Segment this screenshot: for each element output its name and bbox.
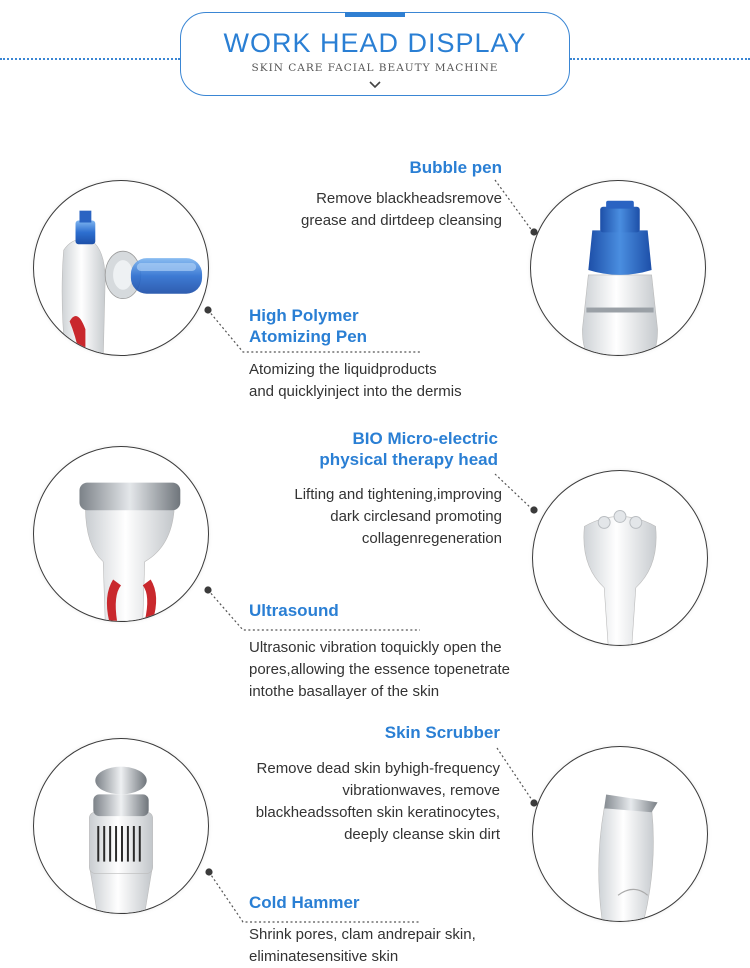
page-title: WORK HEAD DISPLAY: [223, 28, 527, 58]
bio-micro-electric-head-image: [532, 470, 708, 646]
header-tab-accent: [345, 12, 405, 17]
ultrasound-head-image: [33, 446, 209, 622]
atomizing-pen-description: Atomizing the liquidproducts and quicklyinject into the dermis: [249, 361, 462, 400]
cold-hammer-title: Cold Hammer: [249, 893, 360, 912]
cold-hammer-description: Shrink pores, clam andrepair skin, eliminatesensitive skin: [249, 926, 476, 965]
cold-hammer-image: [33, 738, 209, 914]
atomizing-pen-image: [33, 180, 209, 356]
skin-scrubber-description: Remove dead skin byhigh-frequency vibrationwaves, remove blackheadssoften skin keratinocytes, deeply cleanse skin dirt: [255, 760, 500, 843]
header-dotted-line-left: [0, 58, 180, 60]
ultrasound-description: Ultrasonic vibration toquickly open the pores,allowing the essence topenetrate intothe basallayer of the skin: [249, 639, 511, 700]
bio-micro-electric-description: Lifting and tightening,improving dark circlesand promoting collagenregeneration: [294, 486, 502, 547]
atomizing-pen-title: High Polymer Atomizing Pen: [249, 306, 368, 346]
ultrasound-title: Ultrasound: [249, 601, 339, 620]
skin-scrubber-title: Skin Scrubber: [384, 723, 500, 742]
chevron-down-icon: [366, 79, 384, 91]
bio-micro-electric-title: BIO Micro-electric physical therapy head: [319, 429, 498, 469]
header-dotted-line-right: [570, 58, 750, 60]
bubble-pen-image: [530, 180, 706, 356]
page-subtitle: SKIN CARE FACIAL BEAUTY MACHINE: [251, 62, 499, 74]
bubble-pen-title: Bubble pen: [409, 158, 502, 177]
skin-scrubber-image: [532, 746, 708, 922]
bubble-pen-description: Remove blackheadsremove grease and dirtdeep cleansing: [301, 190, 502, 229]
